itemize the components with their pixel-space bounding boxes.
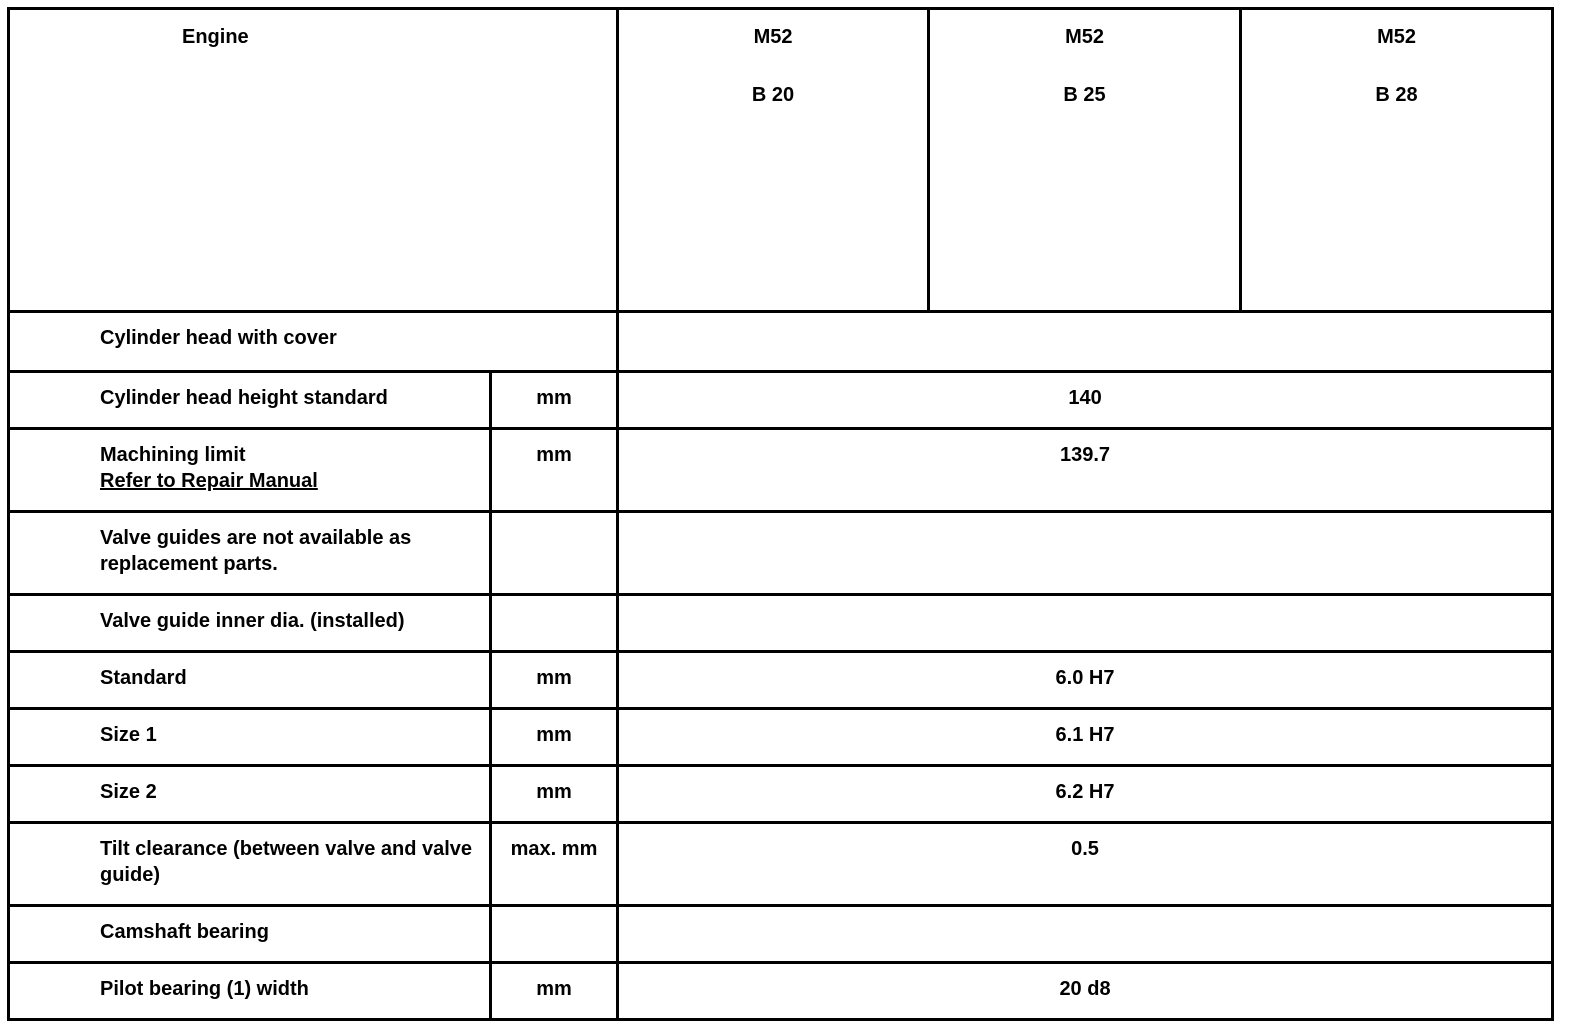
row-value: 20 d8 [618, 963, 1553, 1020]
table-row [9, 652, 1553, 709]
row-value: 139.7 [618, 429, 1553, 512]
row-unit: mm [491, 652, 618, 709]
row-unit: mm [491, 372, 618, 429]
row-label: Cylinder head height standard [9, 372, 491, 429]
table-row [9, 595, 1553, 652]
row-label: Tilt clearance (between valve and valve guide) [9, 823, 491, 906]
row-value: 6.0 H7 [618, 652, 1553, 709]
repair-manual-link[interactable]: Refer to Repair Manual [100, 470, 318, 492]
row-value: 0.5 [618, 823, 1553, 906]
section-row [9, 312, 1553, 372]
row-label: Valve guides are not available as replacement parts. [9, 512, 491, 595]
table-row [9, 372, 1553, 429]
row-label: Valve guide inner dia. (installed) [9, 595, 491, 652]
column-variant: B 28 [1375, 84, 1418, 106]
row-unit [491, 512, 618, 595]
row-unit: mm [491, 429, 618, 512]
row-label: Size 2 [9, 766, 491, 823]
table-row [9, 766, 1553, 823]
column-model: M52 [753, 26, 793, 48]
column-header-b25 [929, 9, 1241, 312]
row-value: 140 [618, 372, 1553, 429]
spec-table [7, 7, 1554, 1021]
table-row [9, 429, 1553, 512]
row-unit [491, 595, 618, 652]
section-value-cell [618, 312, 1553, 372]
section-title: Cylinder head with cover [9, 312, 618, 372]
column-model: M52 [1377, 26, 1416, 48]
column-header-b28 [1241, 9, 1553, 312]
row-unit [491, 906, 618, 963]
table-row [9, 709, 1553, 766]
header-row [9, 9, 1553, 312]
row-value [618, 595, 1553, 652]
column-header-b20 [618, 9, 929, 312]
column-variant: B 25 [1063, 84, 1106, 106]
row-unit: max. mm [491, 823, 618, 906]
row-value: 6.1 H7 [618, 709, 1553, 766]
column-variant: B 20 [751, 84, 795, 106]
row-label: Machining limit [100, 444, 246, 466]
row-value [618, 906, 1553, 963]
row-unit: mm [491, 766, 618, 823]
row-label: Size 1 [9, 709, 491, 766]
column-model: M52 [1065, 26, 1104, 48]
table-row [9, 963, 1553, 1020]
row-label: Pilot bearing (1) width [9, 963, 491, 1020]
row-value [618, 512, 1553, 595]
table-row [9, 906, 1553, 963]
table-row [9, 823, 1553, 906]
row-unit: mm [491, 709, 618, 766]
row-label: Camshaft bearing [9, 906, 491, 963]
row-unit: mm [491, 963, 618, 1020]
row-label-cell [9, 429, 491, 512]
engine-title: Engine [9, 9, 618, 312]
table-row [9, 512, 1553, 595]
row-value: 6.2 H7 [618, 766, 1553, 823]
row-label: Standard [9, 652, 491, 709]
